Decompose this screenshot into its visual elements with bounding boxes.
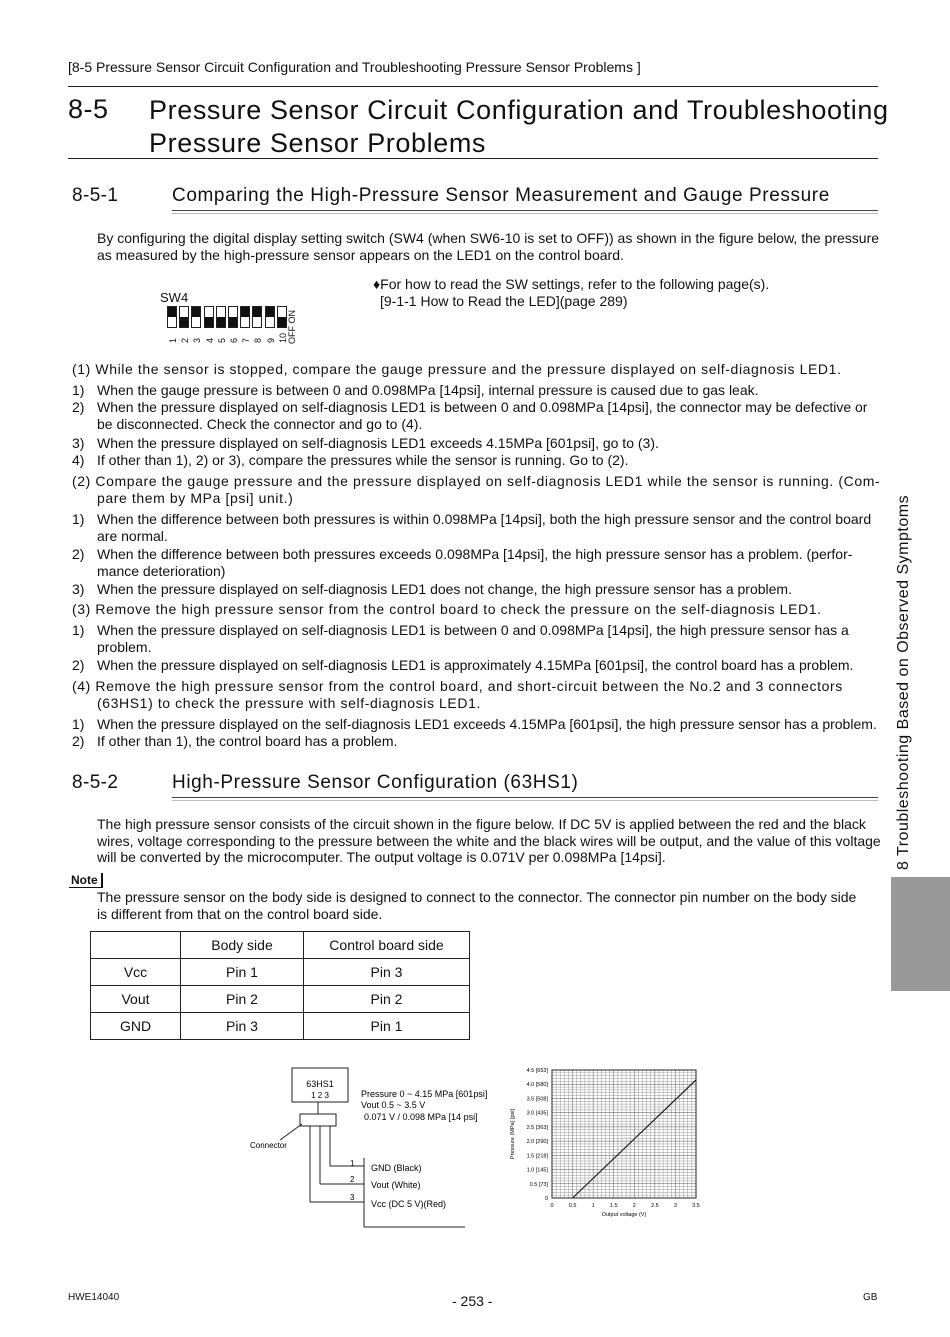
list-item-number: 1) xyxy=(72,382,85,398)
dip-knob xyxy=(278,317,286,327)
x-axis-label: Output voltage (V) xyxy=(601,1212,647,1218)
page-title-line2: Pressure Sensor Problems xyxy=(149,128,487,158)
step1-heading: (1) While the sensor is stopped, compare the gauge pressure and the pressure displayed on self-diagnosis LED1. xyxy=(72,361,842,377)
y-axis-label: Pressure (MPa) [psi] xyxy=(510,1108,516,1160)
dip-number: 5 xyxy=(216,337,227,343)
plot-frame xyxy=(552,1070,696,1198)
side-tab-bar xyxy=(891,877,950,991)
list-item xyxy=(97,622,882,655)
dip-knob xyxy=(180,317,188,327)
intro-line: By configuring the digital display setting switch (SW4 (when SW6-10 is set to OFF)) as shown in the figure below, the pressure xyxy=(97,230,880,246)
note-label: Note xyxy=(69,873,103,888)
table-header-cell: Control board side xyxy=(304,932,470,959)
dip-switch-1 xyxy=(167,306,177,328)
list-item-line: are normal. xyxy=(97,527,168,544)
connector-label: Connector xyxy=(250,1141,287,1150)
sensor-wiring-diagram xyxy=(240,1062,500,1232)
section1-rule-thin xyxy=(172,213,878,214)
section2-title: High-Pressure Sensor Configuration (63HS1) xyxy=(172,772,579,793)
list-item-line: problem. xyxy=(97,638,152,655)
list-item-number: 2) xyxy=(72,399,85,415)
list-item-line: When the pressure displayed on self-diagnosis LED1 is between 0 and 0.098MPa [14psi], the connector may be defective or xyxy=(97,399,868,415)
spec-line: 0.071 V / 0.098 MPa [14 psi] xyxy=(364,1112,478,1122)
dip-knob xyxy=(192,307,200,317)
dip-number: 10 xyxy=(277,332,288,343)
x-tick-label: 3.5 xyxy=(692,1203,700,1209)
y-tick-label: 3.0 [435] xyxy=(526,1110,548,1117)
step4-heading-line: (4) Remove the high pressure sensor from the control board, and short-circuit between the No.2 and 3 connectors xyxy=(72,678,843,694)
y-tick-label: 4.0 [580] xyxy=(526,1082,548,1089)
pin-label: GND (Black) xyxy=(371,1163,422,1173)
dip-number: 1 xyxy=(168,337,178,343)
pin-number: 1 xyxy=(350,1159,355,1168)
sw-reference xyxy=(373,276,769,309)
paragraph-line: The high pressure sensor consists of the circuit shown in the figure below. If DC 5V is applied between the red and the black xyxy=(97,816,866,832)
x-tick-label: 0.5 xyxy=(568,1203,577,1209)
page-title-line1: Pressure Sensor Circuit Configuration and Troubleshooting xyxy=(149,95,889,125)
note-line: The pressure sensor on the body side is designed to connect to the connector. The connector pin number on the body side xyxy=(97,889,857,905)
list-item-line: When the pressure displayed on self-diagnosis LED1 is between 0 and 0.098MPa [14psi], the high pressure sensor has a xyxy=(97,622,849,638)
pin-label: Vcc (DC 5 V)(Red) xyxy=(371,1199,447,1209)
list-item-line: When the difference between both pressures exceeds 0.098MPa [14psi], the high pressure sensor has a problem. (perfor- xyxy=(97,546,853,562)
table-row xyxy=(91,986,470,1013)
list-item xyxy=(97,546,882,579)
dip-switch-10 xyxy=(277,306,287,328)
list-item xyxy=(97,399,882,432)
connector-pointer xyxy=(280,1124,302,1140)
y-tick-label: 2.5 [363] xyxy=(526,1124,548,1131)
table-header-cell xyxy=(91,932,181,959)
dip-switch-3 xyxy=(191,306,201,328)
list-item xyxy=(97,511,882,544)
list-item-number: 4) xyxy=(72,452,85,468)
reference-line: ♦For how to read the SW settings, refer to the following page(s). xyxy=(373,276,770,292)
list-item-number: 2) xyxy=(72,546,85,562)
dip-knob xyxy=(229,317,237,327)
step3-heading: (3) Remove the high pressure sensor from the control board to check the pressure on the self-diagnosis LED1. xyxy=(72,601,822,617)
list-item: If other than 1), 2) or 3), compare the pressures while the sensor is running. Go to (2). xyxy=(97,452,629,468)
running-header: [8-5 Pressure Sensor Circuit Configuration and Troubleshooting Pressure Sensor Problems ] xyxy=(68,59,641,75)
table-header-cell: Body side xyxy=(181,932,304,959)
table-cell: GND xyxy=(91,1013,181,1040)
table-cell: Pin 1 xyxy=(304,1013,470,1040)
dip-switch-5 xyxy=(216,306,226,328)
list-item: When the pressure displayed on self-diagnosis LED1 does not change, the high pressure sensor has a problem. xyxy=(97,581,792,597)
table-cell: Vcc xyxy=(91,959,181,986)
list-item-line: be disconnected. Check the connector and go to (4). xyxy=(97,415,423,432)
spec-line: Vout 0.5 ~ 3.5 V xyxy=(361,1100,426,1110)
dip-number: 2 xyxy=(180,337,191,343)
step2-heading xyxy=(72,473,880,507)
list-item-number: 1) xyxy=(72,716,85,732)
dip-number: 8 xyxy=(253,337,264,343)
step4-heading xyxy=(72,678,843,712)
spec-line: Pressure 0 ~ 4.15 MPa [601psi] xyxy=(361,1089,488,1099)
dip-number: 3 xyxy=(192,337,203,343)
sw4-label: SW4 xyxy=(160,290,189,305)
dip-knob xyxy=(241,307,249,317)
dip-number: 6 xyxy=(229,337,239,343)
pressure-voltage-chart xyxy=(500,1062,705,1224)
y-tick-label: 1.5 [218] xyxy=(526,1153,548,1160)
section2-rule-thin xyxy=(172,800,878,801)
step2-heading-line: pare them by MPa [psi] unit.) xyxy=(97,490,294,506)
pin-table xyxy=(90,931,470,1040)
sensor-box-label: 63HS1 xyxy=(306,1079,334,1089)
section1-intro xyxy=(97,230,879,263)
y-tick-label: 3.5 [508] xyxy=(526,1096,548,1103)
paragraph-line: will be converted by the microcomputer. The output voltage is 0.071V per 0.098MPa [14psi]. xyxy=(97,849,666,865)
list-item: When the gauge pressure is between 0 and 0.098MPa [14psi], internal pressure is caused due to gas leak. xyxy=(97,382,759,398)
step2-heading-line: (2) Compare the gauge pressure and the pressure displayed on self-diagnosis LED1 while the sensor is running. (Com- xyxy=(72,473,881,489)
list-item: When the pressure displayed on self-diagnosis LED1 is approximately 4.15MPa [601psi], the control board has a problem. xyxy=(97,657,854,673)
list-item-number: 3) xyxy=(72,435,85,451)
step4-heading-line: (63HS1) to check the pressure with self-diagnosis LED1. xyxy=(97,695,481,711)
y-tick-label: 0 xyxy=(544,1196,548,1202)
pin-number: 2 xyxy=(350,1175,355,1184)
table-row xyxy=(91,959,470,986)
reference-link[interactable]: [9-1-1 How to Read the LED](page 289) xyxy=(380,292,628,309)
list-item: If other than 1), the control board has a problem. xyxy=(97,733,398,749)
dip-off-on-label: OFF ON xyxy=(287,310,297,344)
y-tick-label: 2.0 [290] xyxy=(526,1139,548,1146)
sensor-box-pins: 1 2 3 xyxy=(311,1091,329,1100)
x-tick-label: 2.5 xyxy=(651,1203,659,1209)
dip-switch-9 xyxy=(265,306,275,328)
section2-paragraph xyxy=(97,816,882,866)
dip-number: 9 xyxy=(265,337,276,343)
section2-number: 8-5-2 xyxy=(72,772,119,793)
x-tick-label: 2 xyxy=(632,1203,636,1209)
dip-knob xyxy=(205,317,213,327)
section1-rule xyxy=(172,210,878,211)
x-tick-label: 1.5 xyxy=(609,1203,618,1209)
table-cell: Pin 1 xyxy=(181,959,304,986)
note-text xyxy=(97,889,882,922)
list-item: When the pressure displayed on the self-diagnosis LED1 exceeds 4.15MPa [601psi], the high pressure sensor has a problem. xyxy=(97,716,877,732)
y-tick-label: 4.5 [653] xyxy=(526,1068,548,1074)
page-title xyxy=(149,94,889,160)
dip-number: 4 xyxy=(204,337,215,343)
chapter-number: 8-5 xyxy=(68,94,109,124)
table-cell: Pin 2 xyxy=(181,986,304,1013)
pin-number: 3 xyxy=(350,1193,355,1202)
table-cell: Pin 2 xyxy=(304,986,470,1013)
intro-line: as measured by the high-pressure sensor appears on the LED1 on the control board. xyxy=(97,246,624,263)
dip-switch-8 xyxy=(252,306,262,328)
section1-title: Comparing the High-Pressure Sensor Measurement and Gauge Pressure xyxy=(172,185,830,206)
dip-knob xyxy=(168,307,176,317)
title-rule xyxy=(68,158,878,159)
footer-region: GB xyxy=(863,1292,878,1303)
list-item-number: 3) xyxy=(72,581,85,597)
dip-knob xyxy=(253,307,261,317)
section1-number: 8-5-1 xyxy=(72,185,119,206)
dip-switch-6 xyxy=(228,306,238,328)
list-item-number: 2) xyxy=(72,657,85,673)
list-item-line: mance deterioration) xyxy=(97,562,226,579)
connector-shape xyxy=(300,1114,336,1126)
list-item-line: When the difference between both pressures is within 0.098MPa [14psi], both the high pressure sensor and the control board xyxy=(97,511,872,527)
x-tick-label: 0 xyxy=(550,1203,554,1209)
dip-knob xyxy=(266,307,274,317)
y-tick-label: 1.0 [145] xyxy=(526,1167,548,1174)
dip-switch-4 xyxy=(204,306,214,328)
paragraph-line: wires, voltage corresponding to the pressure between the white and the black wires will be output, and the value of this voltage xyxy=(97,832,881,849)
dip-knob xyxy=(217,317,225,327)
side-tab-label: 8 Troubleshooting Based on Observed Symptoms xyxy=(895,494,912,870)
section2-rule xyxy=(172,797,878,798)
x-tick-label: 3 xyxy=(673,1203,677,1209)
dip-number: 7 xyxy=(241,337,252,343)
list-item: When the pressure displayed on self-diagnosis LED1 exceeds 4.15MPa [601psi], go to (3). xyxy=(97,435,659,451)
header-rule xyxy=(68,86,878,87)
list-item-number: 1) xyxy=(72,511,85,527)
dip-switch-7 xyxy=(240,306,250,328)
list-item-number: 2) xyxy=(72,733,85,749)
page-number: - 253 - xyxy=(452,1293,493,1309)
dip-switch-2 xyxy=(179,306,189,328)
list-item-number: 1) xyxy=(72,622,85,638)
note-line: is different from that on the control board side. xyxy=(97,905,383,922)
table-cell: Pin 3 xyxy=(304,959,470,986)
table-cell: Vout xyxy=(91,986,181,1013)
y-tick-label: 0.5 [73] xyxy=(529,1181,548,1188)
footer-doc-code: HWE14040 xyxy=(68,1292,120,1303)
x-tick-label: 1 xyxy=(591,1203,595,1209)
table-cell: Pin 3 xyxy=(181,1013,304,1040)
table-header-row xyxy=(91,932,470,959)
table-row xyxy=(91,1013,470,1040)
pin-label: Vout (White) xyxy=(371,1180,421,1190)
